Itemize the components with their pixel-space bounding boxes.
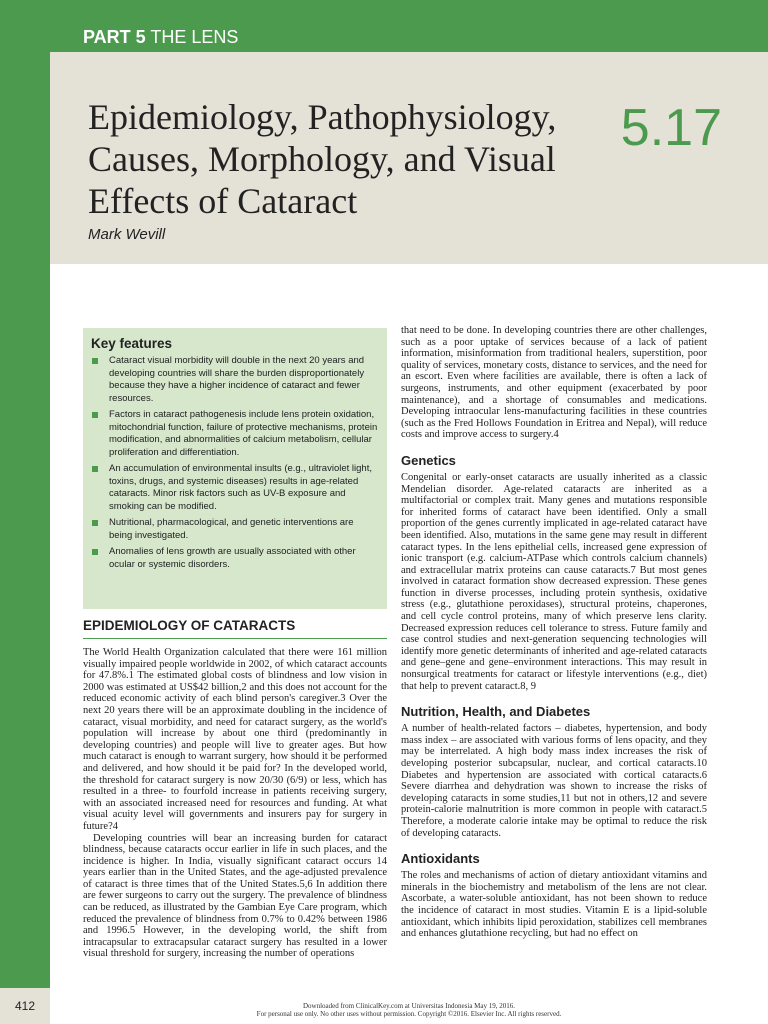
left-column-body: [83, 647, 387, 992]
key-feature-item: [91, 517, 379, 542]
part-title: THE LENS: [150, 27, 239, 47]
bullet-square-icon: [92, 549, 98, 555]
key-feature-text: An accumulation of environmental insults (e.g., ultraviolet light, toxins, drugs, and systemic diseases) results in age-related cataracts. Minor risk factors such as UV-B exposure and smoking can be modified.: [109, 463, 372, 512]
key-feature-text: Nutritional, pharmacological, and genetic interventions are being investigated.: [109, 517, 354, 541]
body-paragraph: Developing countries will bear an increasing burden for cataract blindness, because cataracts occur earlier in life in such places, and the incidence is higher. In India, visually significant cataract occurs 14 years earlier than in the United States, and the age-adjusted prevalence of cataract is three times that of the United States.5,6 In addition there are fewer surgeons to carry out the surgery. The prevalence of blindness can be reduced, as illustrated by the Gambian Eye Care program, which reduced the prevalence of blindness from 0.7% to 0.42% between 1986 and 1996.5 However, in the developing world, the shift from intracapsular to extracapsular cataract surgery has resulted in a lower visual threshold for surgery, increasing the number of operations: [83, 832, 387, 960]
author-name: Mark Wevill: [88, 226, 166, 243]
nutrition-heading: Nutrition, Health, and Diabetes: [401, 704, 591, 720]
bullet-square-icon: [92, 412, 98, 418]
body-paragraph: The roles and mechanisms of action of dietary antioxidant vitamins and minerals in the biochemistry and metabolism of the lens are not clear. Ascorbate, a water-soluble antioxidant, has not been shown to reduce the incidence of cataract in most studies. Vitamin E is a lipid-soluble antioxidant, which inhibits lipid peroxidation, stabilizes cell membranes and enhances glutathione recycling, but had no effect on: [401, 870, 707, 940]
key-features-heading: Key features: [91, 336, 173, 351]
footer-line: Downloaded from ClinicalKey.com at Universitas Indonesia May 19, 2016.: [302, 1002, 516, 1010]
footer-line: For personal use only. No other uses without permission. Copyright ©2016. Elsevier Inc. All rights reserved.: [256, 1010, 562, 1018]
chapter-title-box: [50, 52, 768, 264]
part-label: PART 5: [83, 27, 146, 47]
left-margin-strip: [0, 52, 50, 1024]
body-paragraph: A number of health-related factors – diabetes, hypertension, and body mass index – are associated with various forms of lens opacity, and they may be interrelated. A high body mass index increases the risk of developing posterior subcapsular, nuclear, and cortical cataracts.10 Diabetes and hypertension are associated with cortical cataracts.6 Severe diarrhea and dehydration was shown to increase the risks of developing cataracts in some studies,11 but not in others,12 and severe protein-calorie malnutrition is more common in people with cataract.5 Therefore, a moderate calorie intake may be optimal to reduce the risk of developing cataracts.: [401, 723, 707, 839]
key-features-box: [83, 328, 387, 609]
bullet-square-icon: [92, 466, 98, 472]
body-paragraph: that need to be done. In developing countries there are other challenges, such as a poor uptake of services because of a lack of patient information, misinformation from traditional healers, superstition, poor quality of services, monetary costs, distance to services, and the need for an escort. Even where facilities are available, there is often a lack of surgeons, instruments, and other equipment (exacerbated by poor maintenance), and a shortage of consumables and medications. Developing intraocular lens-manufacturing facilities in these countries (such as the Fred Hollows Foundation in Eritrea and Nepal), will reduce costs and improve access to surgery.4: [401, 325, 707, 441]
key-feature-text: Anomalies of lens growth are usually associated with other ocular or systemic disorders.: [109, 546, 356, 570]
bullet-square-icon: [92, 358, 98, 364]
chapter-number: 5.17: [620, 99, 722, 157]
key-features-list: [91, 355, 379, 571]
body-paragraph: Congenital or early-onset cataracts are usually inherited as a classic Mendelian disorder. Age-related cataracts are inherited as a multifactorial or complex trait. Many genes and mutations responsible for inherited forms of cataract have been identified. Only a small proportion of the genes currently implicated in age-related cataract have been identified. Also, mutations in the same gene may result in different cataract types. In the lens epithelial cells, increased gene expression of ionic transport (e.g. calcium-ATPase which controls calcium channels) and extracellular matrix proteins can cause cataracts.7 But most genes involved in cataract formation show decreased expression. These genes function in diverse processes, including protein synthesis, oxidative stress (e.g., glutathione peroxidases), structural proteins, chaperones, and cell cycle control proteins, many of which preserve lens clarity. Decreased expression reduces cell tolerance to stress. Future family and case control studies and next-generation sequencing technologies will identify more genetic determinants of inherited and age-related cataracts and gene–gene and gene–environment interactions. This may result in nonsurgical treatments for cataract or lifestyle interventions (e.g., diet) that help to prevent cataract.8, 9: [401, 471, 707, 692]
key-feature-item: [91, 463, 379, 513]
part-header-bar: [0, 0, 768, 52]
right-column-body: [401, 325, 707, 990]
bullet-square-icon: [92, 520, 98, 526]
chapter-title: Epidemiology, Pathophysiology, Causes, Morphology, and Visual Effects of Cataract: [88, 97, 557, 221]
body-paragraph: The World Health Organization calculated that there were 161 million visually impaired people worldwide in 2002, of which cataract accounts for 47.8%.1 The estimated global costs of blindness and low vision in 2000 was estimated at US$42 billion,2 and this does not account for the reduced economic activity of each blind person's caregiver.3 Over the next 20 years there will be an approximate doubling in the incidence of cataract, visual morbidity, and need for cataract surgery, as the world's population will increase by about one third (predominantly in developing countries) and people will live to greater ages. But how much cataract is enough to warrant surgery, how should it be performed and delivered, and how should it be paid for? In the developed world, the threshold for cataract surgery is now 20/30 (6/9) or less, which has resulted in a three- to fourfold increase in patients receiving surgery, with an associated increased need for resources and funding. At what visual acuity level will governments and insurers pay for surgery in future?4: [83, 647, 387, 832]
key-feature-item: [91, 355, 379, 405]
part-header: [83, 26, 238, 48]
genetics-heading: Genetics: [401, 452, 456, 468]
antioxidants-heading: Antioxidants: [401, 851, 480, 867]
download-footer: [50, 1002, 768, 1018]
epidemiology-heading: EPIDEMIOLOGY OF CATARACTS: [83, 618, 387, 639]
key-feature-text: Cataract visual morbidity will double in the next 20 years and developing countries will share the burden disproportionately because they have a higher incidence of cataract and fewer resources.: [109, 355, 365, 404]
page-number: 412: [0, 988, 50, 1024]
key-feature-text: Factors in cataract pathogenesis include lens protein oxidation, mitochondrial function, failure of protective mechanisms, protein modification, and abnormalities of calcium metabolism, cellular proliferation and differentiation.: [109, 409, 378, 458]
key-feature-item: [91, 409, 379, 459]
key-feature-item: [91, 546, 379, 571]
